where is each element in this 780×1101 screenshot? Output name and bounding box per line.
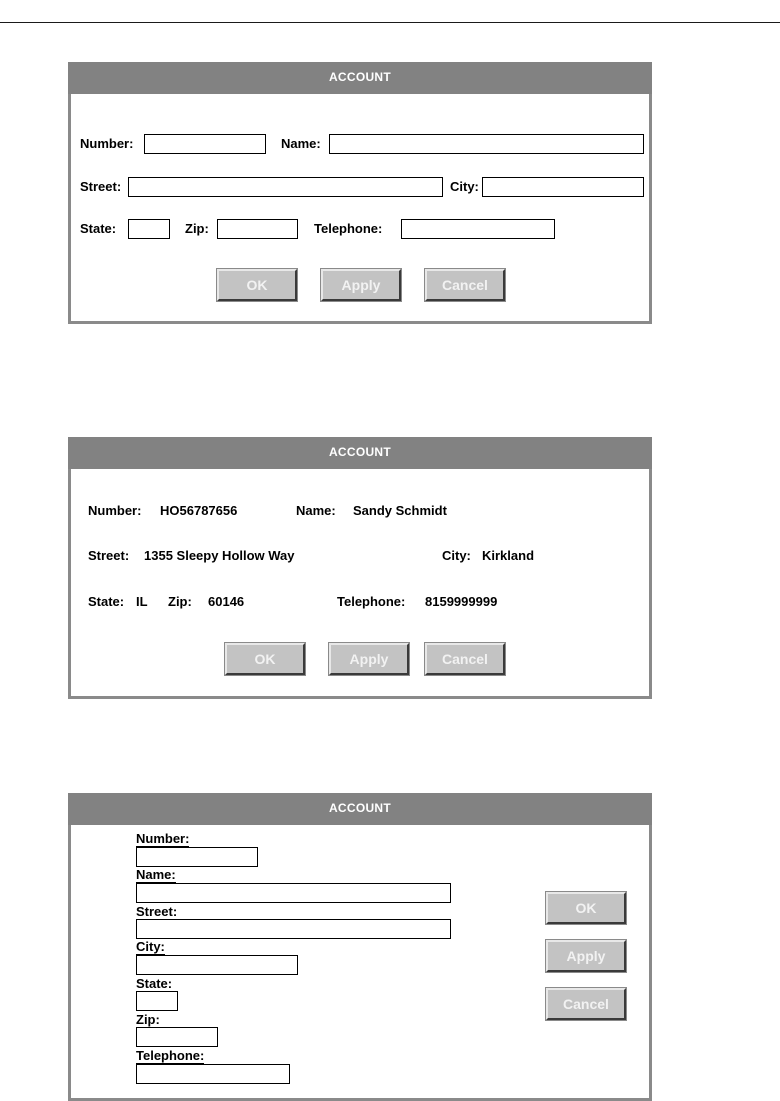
state-label: State: (80, 221, 117, 236)
cancel-button[interactable]: Cancel (546, 988, 626, 1020)
telephone-label: Telephone: (136, 1048, 205, 1063)
number-value: HO56787656 (160, 503, 238, 518)
city-value: Kirkland (482, 548, 535, 563)
number-input[interactable] (136, 847, 258, 867)
apply-button[interactable]: Apply (546, 940, 626, 972)
name-label: Name: (281, 136, 321, 151)
dialog-title: ACCOUNT (68, 437, 652, 469)
telephone-label: Telephone: (314, 221, 383, 236)
account-dialog-vertical (68, 793, 652, 1101)
street-label: Street: (88, 548, 130, 563)
telephone-label: Telephone: (337, 594, 406, 609)
name-input[interactable] (329, 134, 644, 154)
zip-label: Zip: (136, 1012, 160, 1027)
apply-button[interactable]: Apply (329, 643, 409, 675)
number-input[interactable] (144, 134, 266, 154)
page-top-rule (0, 22, 780, 23)
city-input[interactable] (136, 955, 298, 975)
city-label: City: (450, 179, 479, 194)
city-label: City: (442, 548, 471, 563)
state-label: State: (136, 976, 173, 991)
state-label: State: (88, 594, 125, 609)
street-input[interactable] (128, 177, 443, 197)
state-input[interactable] (136, 991, 178, 1011)
dialog-title: ACCOUNT (68, 62, 652, 94)
name-value: Sandy Schmidt (353, 503, 447, 518)
apply-button[interactable]: Apply (321, 269, 401, 301)
name-label: Name: (296, 503, 336, 518)
account-dialog-horizontal (68, 62, 652, 324)
cancel-button[interactable]: Cancel (425, 643, 505, 675)
city-input[interactable] (482, 177, 644, 197)
telephone-value: 8159999999 (425, 594, 498, 609)
state-value: IL (136, 594, 148, 609)
zip-input[interactable] (217, 219, 298, 239)
number-label: Number: (88, 503, 142, 518)
name-label: Name: (136, 867, 176, 882)
zip-value: 60146 (208, 594, 245, 609)
telephone-input[interactable] (136, 1064, 290, 1084)
telephone-input[interactable] (401, 219, 555, 239)
cancel-button[interactable]: Cancel (425, 269, 505, 301)
street-input[interactable] (136, 919, 451, 939)
street-label: Street: (80, 179, 122, 194)
zip-label: Zip: (168, 594, 192, 609)
street-value: 1355 Sleepy Hollow Way (144, 548, 295, 563)
ok-button[interactable]: OK (546, 892, 626, 924)
ok-button[interactable]: OK (217, 269, 297, 301)
zip-label: Zip: (185, 221, 209, 236)
account-dialog-readonly (68, 437, 652, 699)
dialog-title: ACCOUNT (68, 793, 652, 825)
name-input[interactable] (136, 883, 451, 903)
city-label: City: (136, 939, 165, 954)
ok-button[interactable]: OK (225, 643, 305, 675)
zip-input[interactable] (136, 1027, 218, 1047)
street-label: Street: (136, 904, 178, 919)
number-label: Number: (80, 136, 134, 151)
number-label: Number: (136, 831, 190, 846)
state-input[interactable] (128, 219, 170, 239)
